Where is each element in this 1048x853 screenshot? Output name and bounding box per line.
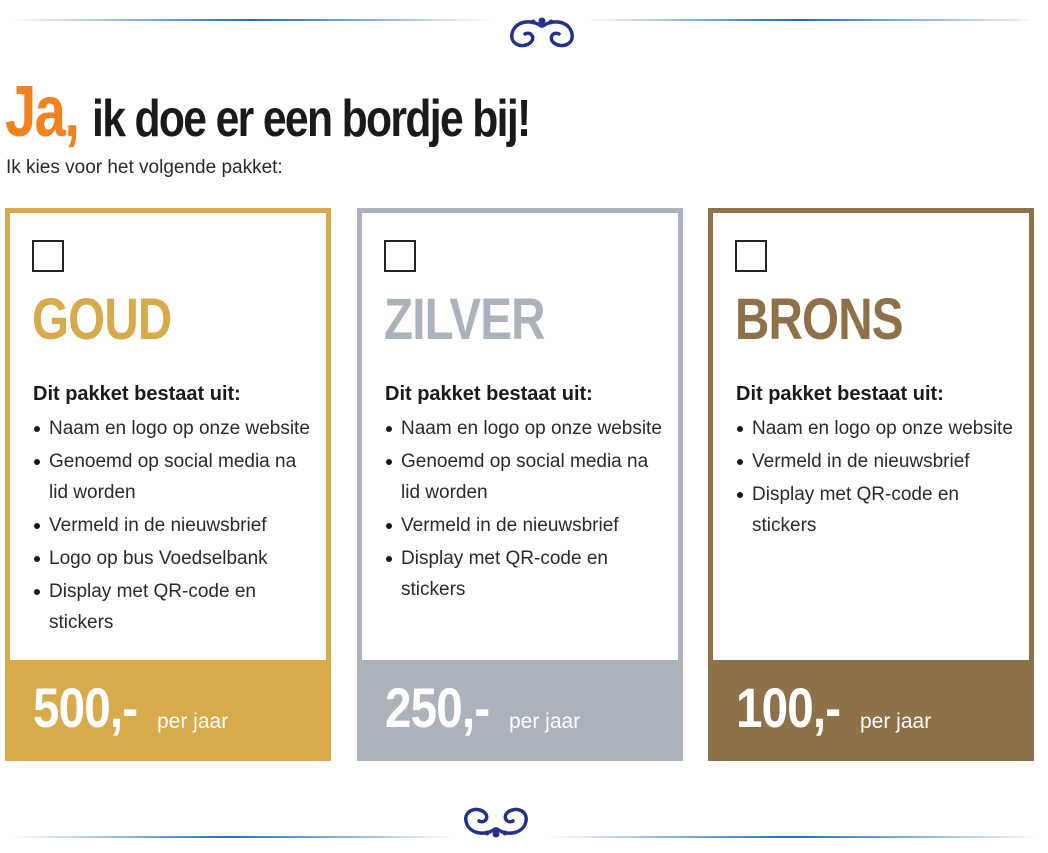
package-card-silver [357, 208, 683, 761]
package-card-body [362, 213, 678, 660]
feature-item: Genoemd op social media na lid worden [385, 446, 665, 508]
package-checkbox-gold[interactable] [32, 240, 64, 272]
ornament-icon [512, 18, 572, 46]
divider-line-icon [0, 8, 1048, 52]
package-feature-list [33, 413, 313, 640]
feature-item: Genoemd op social media na lid worden [33, 446, 313, 508]
package-card-body [10, 213, 326, 660]
package-name: ZILVER [384, 287, 545, 352]
package-name: BRONS [735, 287, 903, 352]
package-name: GOUD [32, 287, 172, 352]
feature-item: Naam en logo op onze website [385, 413, 665, 444]
page-title-text: ik doe er een bordje bij! [91, 90, 530, 148]
package-price: 500,- [33, 676, 138, 739]
feature-item: Display met QR-code en stickers [736, 479, 1016, 541]
package-card-bronze [708, 208, 1034, 761]
top-divider [0, 8, 1048, 52]
package-includes-title: Dit pakket bestaat uit: [736, 383, 944, 405]
bottom-divider [0, 801, 1048, 845]
feature-item: Naam en logo op onze website [33, 413, 313, 444]
package-checkbox-silver[interactable] [384, 240, 416, 272]
page-subtitle: Ik kies voor het volgende pakket: [6, 157, 283, 178]
package-includes-title: Dit pakket bestaat uit: [33, 383, 241, 405]
package-price: 100,- [736, 676, 841, 739]
feature-item: Display met QR-code en stickers [33, 576, 313, 638]
package-price-bar [357, 660, 683, 761]
package-includes-title: Dit pakket bestaat uit: [385, 383, 593, 405]
package-price-period: per jaar [157, 710, 229, 733]
package-price-period: per jaar [509, 710, 581, 733]
feature-item: Vermeld in de nieuwsbrief [33, 510, 313, 541]
divider-line-icon [0, 801, 1048, 845]
package-price-period: per jaar [860, 710, 932, 733]
feature-item: Display met QR-code en stickers [385, 543, 665, 605]
package-card-gold [5, 208, 331, 761]
feature-item: Vermeld in de nieuwsbrief [736, 446, 1016, 477]
page-title [5, 72, 626, 152]
package-price-bar [5, 660, 331, 761]
ornament-icon [466, 809, 526, 837]
package-price: 250,- [385, 676, 490, 739]
feature-item: Naam en logo op onze website [736, 413, 1016, 444]
package-checkbox-bronze[interactable] [735, 240, 767, 272]
package-price-bar [708, 660, 1034, 761]
package-feature-list [385, 413, 665, 607]
package-feature-list [736, 413, 1016, 543]
package-card-body [713, 213, 1029, 660]
feature-item: Vermeld in de nieuwsbrief [385, 510, 665, 541]
feature-item: Logo op bus Voedselbank [33, 543, 313, 574]
page-title-accent: Ja, [5, 72, 79, 152]
